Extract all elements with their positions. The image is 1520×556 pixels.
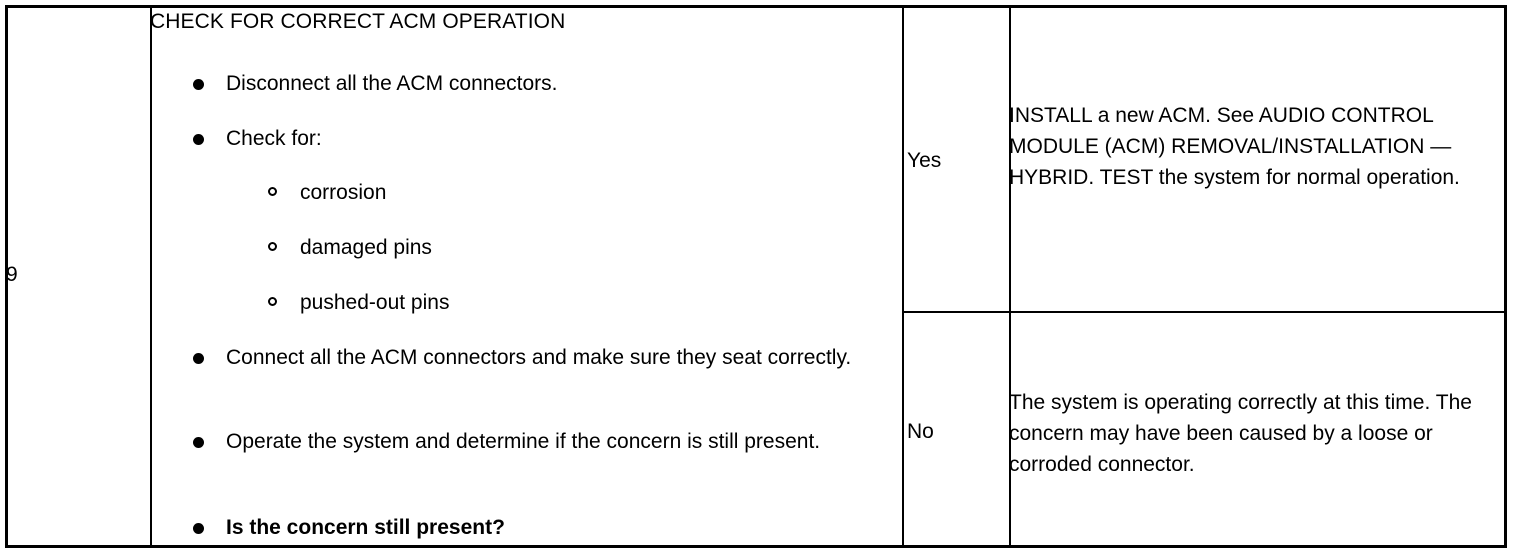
check-item: corrosion [300, 181, 387, 204]
circle-bullet-icon [268, 242, 277, 251]
check-item: damaged pins [300, 236, 432, 259]
bullet-icon [193, 353, 204, 364]
answer-no-label: No [907, 420, 934, 443]
instruction-item: Check for: [226, 127, 322, 150]
circle-bullet-icon [268, 297, 277, 306]
column-divider [902, 8, 904, 545]
circle-bullet-icon [268, 187, 277, 196]
answer-yes-action: INSTALL a new ACM. See AUDIO CONTROL MODULE (ACM) REMOVAL/INSTALLATION — HYBRID. TEST the system for normal operation. [1009, 104, 1460, 189]
step-number: 9 [6, 263, 18, 286]
bullet-icon [193, 79, 204, 90]
instruction-item: Disconnect all the ACM connectors. [226, 72, 558, 95]
bullet-icon [193, 437, 204, 448]
question-item: Is the concern still present? [226, 516, 505, 539]
step-title: CHECK FOR CORRECT ACM OPERATION [150, 10, 566, 33]
column-divider [150, 8, 152, 545]
instruction-item: Operate the system and determine if the concern is still present. [226, 430, 821, 453]
check-item: pushed-out pins [300, 291, 450, 314]
bullet-icon [193, 134, 204, 145]
bullet-icon [193, 523, 204, 534]
answer-no-action: The system is operating correctly at this time. The concern may have been caused by a loose or corroded connector. [1009, 391, 1472, 476]
instruction-item: Connect all the ACM connectors and make sure they seat correctly. [226, 346, 852, 369]
row-divider [902, 311, 1504, 313]
answer-yes-label: Yes [907, 149, 942, 172]
